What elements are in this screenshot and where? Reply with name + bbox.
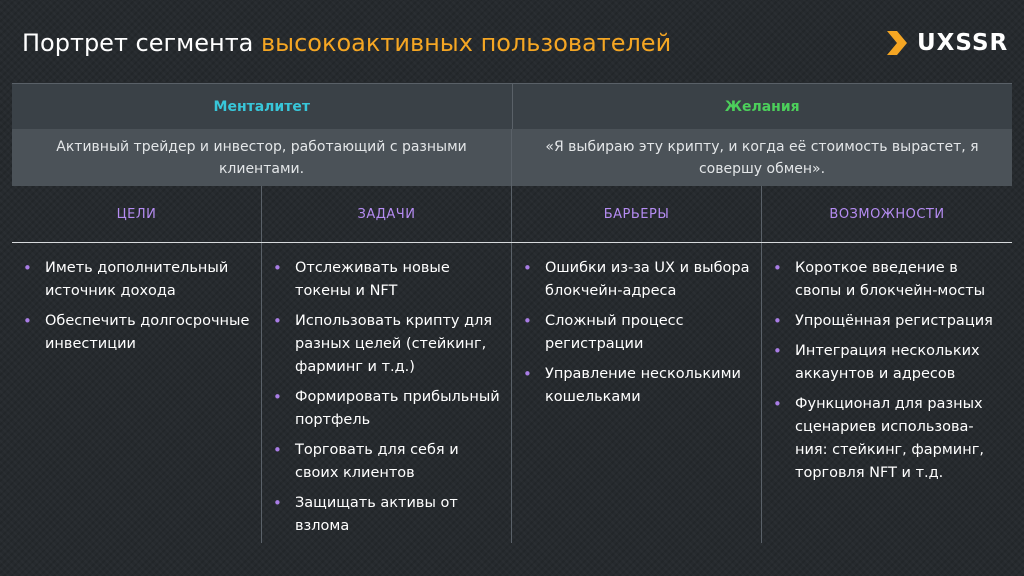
list-item-text: Иметь дополнительный источник дохода [45, 260, 229, 299]
segment-portrait-table [12, 83, 1012, 543]
mentality-header: Менталитет [12, 84, 513, 129]
goals-list [12, 257, 261, 356]
list-item-text: Защищать активы от взлома [295, 495, 458, 534]
column-list-row [12, 243, 1012, 543]
column-header-row [12, 186, 1012, 243]
list-item [762, 310, 1012, 333]
bullet-icon: • [273, 312, 282, 330]
bullet-icon: • [523, 365, 532, 383]
page-title [22, 27, 671, 59]
list-item [262, 492, 511, 538]
bullet-icon: • [773, 395, 782, 413]
list-item-text: Сложный процесс регистрации [545, 313, 684, 352]
list-item [762, 393, 1012, 485]
list-item [762, 340, 1012, 386]
column-header-opportunities: ВОЗМОЖНОСТИ [829, 206, 945, 222]
list-item-text: Торговать для себя и своих клиентов [295, 442, 459, 481]
chevron-logo-icon [884, 27, 916, 59]
list-item [262, 257, 511, 303]
list-item [512, 257, 761, 303]
bullet-icon: • [773, 259, 782, 277]
barriers-list [512, 257, 761, 409]
list-item [12, 310, 261, 356]
list-item-text: Управление несколькими кошельками [545, 366, 741, 405]
bullet-icon: • [23, 259, 32, 277]
bullet-icon: • [273, 388, 282, 406]
list-item [12, 257, 261, 303]
list-item [262, 386, 511, 432]
list-item-text: Формировать прибыльный портфель [295, 389, 500, 428]
opportunities-list [762, 257, 1012, 485]
list-item-text: Упрощённая регистрация [795, 313, 993, 329]
column-header-goals: ЦЕЛИ [12, 186, 262, 242]
list-item-text: Отслеживать новые токены и NFT [295, 260, 450, 299]
opportunities-column [762, 243, 1012, 543]
bullet-icon: • [273, 441, 282, 459]
list-item-text: Короткое введение в свопы и блокчейн-мосты [795, 260, 986, 299]
uxssr-logo [884, 27, 1008, 59]
bullet-icon: • [273, 259, 282, 277]
list-item [262, 310, 511, 379]
bullet-icon: • [773, 312, 782, 330]
list-item [512, 310, 761, 356]
list-item-text: Ошибки из-за UX и выбора блокчейн-адреса [545, 260, 750, 299]
column-header-tasks: ЗАДАЧИ [262, 186, 512, 242]
list-item-text: Использовать крипту для разных целей (стейкинг, фарминг и т.д.) [295, 313, 493, 375]
tasks-column [262, 243, 512, 543]
tasks-list [262, 257, 511, 538]
list-item [262, 439, 511, 485]
list-item-text: Интеграция нескольких аккаунтов и адресов [795, 343, 980, 382]
title-prefix: Портрет сегмента [22, 29, 262, 57]
mentality-description: Активный трейдер и инвестор, работающий с разными клиентами. [12, 129, 512, 186]
column-header-barriers: БАРЬЕРЫ [512, 186, 762, 242]
list-item [512, 363, 761, 409]
bullet-icon: • [523, 312, 532, 330]
list-item [762, 257, 1012, 303]
goals-column [12, 243, 262, 543]
list-item-text: Обеспечить долгосрочные инвестиции [45, 313, 250, 352]
wishes-header: Желания [513, 84, 1013, 129]
title-accent: высокоактивных пользователей [261, 29, 672, 57]
list-item-text: Функционал для разных сценариев использова-ния: стейкинг, фарминг, торговля NFT и т.д. [795, 396, 984, 481]
bullet-icon: • [273, 494, 282, 512]
bullet-icon: • [523, 259, 532, 277]
bullet-icon: • [773, 342, 782, 360]
section-header-row [12, 83, 1012, 129]
section-description-row [12, 129, 1012, 186]
wishes-description: «Я выбираю эту крипту, и когда её стоимость вырастет, я совершу обмен». [512, 129, 1012, 186]
logo-text: UXSSR [917, 30, 1009, 56]
bullet-icon: • [23, 312, 32, 330]
barriers-column [512, 243, 762, 543]
